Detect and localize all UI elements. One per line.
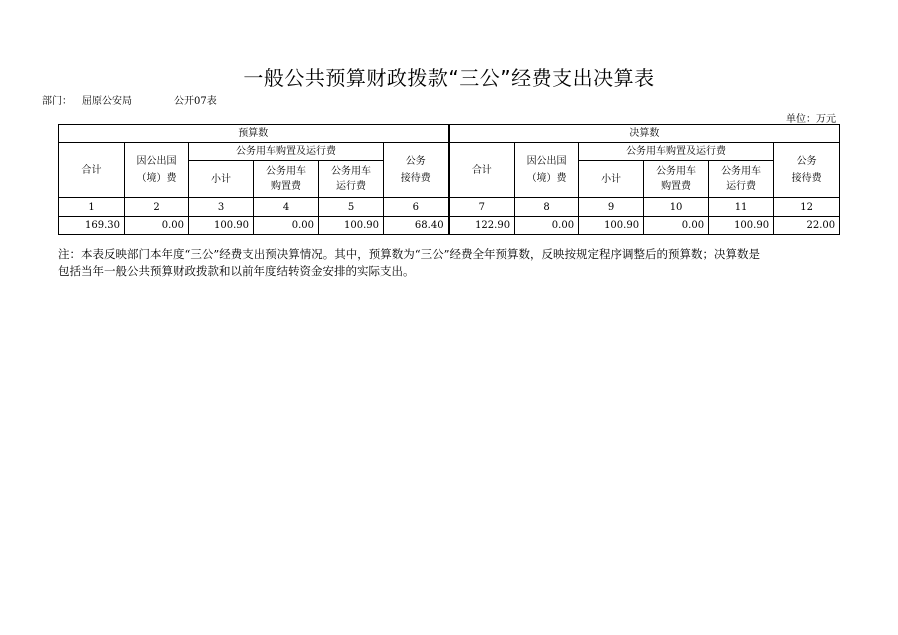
index-row [59, 198, 840, 217]
value-cell: 169.30 [59, 217, 125, 235]
final-vehicle-run-header [709, 161, 774, 198]
budget-group-header: 预算数 [59, 125, 449, 143]
value-cell: 0.00 [644, 217, 709, 235]
header-line: 因公出国 [136, 156, 177, 167]
budget-abroad-header [125, 143, 189, 198]
value-cell: 100.90 [579, 217, 644, 235]
value-cell: 100.90 [319, 217, 384, 235]
document-meta [42, 92, 217, 107]
final-reception-header [774, 143, 840, 198]
value-cell: 100.90 [189, 217, 254, 235]
index-cell: 8 [515, 198, 579, 217]
value-cell: 22.00 [774, 217, 840, 235]
value-cell: 0.00 [254, 217, 319, 235]
value-cell: 122.90 [449, 217, 515, 235]
final-group-header: 决算数 [449, 125, 840, 143]
index-cell: 2 [125, 198, 189, 217]
index-cell: 12 [774, 198, 840, 217]
budget-vehicle-run-header [319, 161, 384, 198]
header-line: 购置费 [661, 181, 692, 192]
header-line: 公务用车 [331, 166, 371, 177]
index-cell: 9 [579, 198, 644, 217]
header-line: 购置费 [271, 181, 301, 192]
final-vehicle-purchase-header [644, 161, 709, 198]
header-line: 接待费 [791, 173, 822, 184]
index-cell: 11 [709, 198, 774, 217]
header-line: （境）费 [136, 173, 177, 184]
budget-total-header: 合计 [59, 143, 125, 198]
value-cell: 100.90 [709, 217, 774, 235]
index-cell: 3 [189, 198, 254, 217]
value-row [59, 217, 840, 235]
index-cell: 10 [644, 198, 709, 217]
department-value: 屈原公安局 [82, 96, 132, 107]
page-title: 一般公共预算财政拨款“三公”经费支出决算表 [243, 66, 655, 90]
final-abroad-header [515, 143, 579, 198]
column-header-row-1 [59, 143, 840, 161]
index-cell: 7 [449, 198, 515, 217]
budget-vehicle-purchase-header [254, 161, 319, 198]
form-number: 公开07表 [174, 96, 217, 107]
index-cell: 6 [384, 198, 449, 217]
header-line: 公务用车 [656, 166, 697, 177]
budget-vehicle-group-header: 公务用车购置及运行费 [189, 143, 384, 161]
final-subtotal-header: 小计 [579, 161, 644, 198]
three-public-expenses-table [58, 124, 840, 235]
header-line: 公务 [796, 156, 817, 167]
final-total-header: 合计 [449, 143, 515, 198]
footnote-line: 注：本表反映部门本年度“三公”经费支出预决算情况。其中，预算数为“三公”经费全年预算数，反映按规定程序调整后的预算数；决算数是 [58, 247, 761, 261]
header-line: 运行费 [726, 181, 757, 192]
header-line: 因公出国 [526, 156, 567, 167]
footnote-line: 包括当年一般公共预算财政拨款和以前年度结转资金安排的实际支出。 [58, 264, 415, 278]
index-cell: 5 [319, 198, 384, 217]
value-cell: 0.00 [125, 217, 189, 235]
value-cell: 0.00 [515, 217, 579, 235]
index-cell: 4 [254, 198, 319, 217]
footnote [58, 246, 858, 280]
header-line: 运行费 [336, 181, 366, 192]
group-header-row [59, 125, 840, 143]
header-line: （境）费 [526, 173, 567, 184]
header-line: 公务用车 [721, 166, 762, 177]
header-line: 接待费 [400, 173, 431, 184]
value-cell: 68.40 [384, 217, 449, 235]
header-line: 公务 [405, 156, 426, 167]
department-label: 部门： [42, 96, 72, 107]
budget-reception-header [384, 143, 449, 198]
budget-subtotal-header: 小计 [189, 161, 254, 198]
index-cell: 1 [59, 198, 125, 217]
header-line: 公务用车 [266, 166, 306, 177]
unit-label: 单位：万元 [786, 114, 836, 125]
final-vehicle-group-header: 公务用车购置及运行费 [579, 143, 774, 161]
